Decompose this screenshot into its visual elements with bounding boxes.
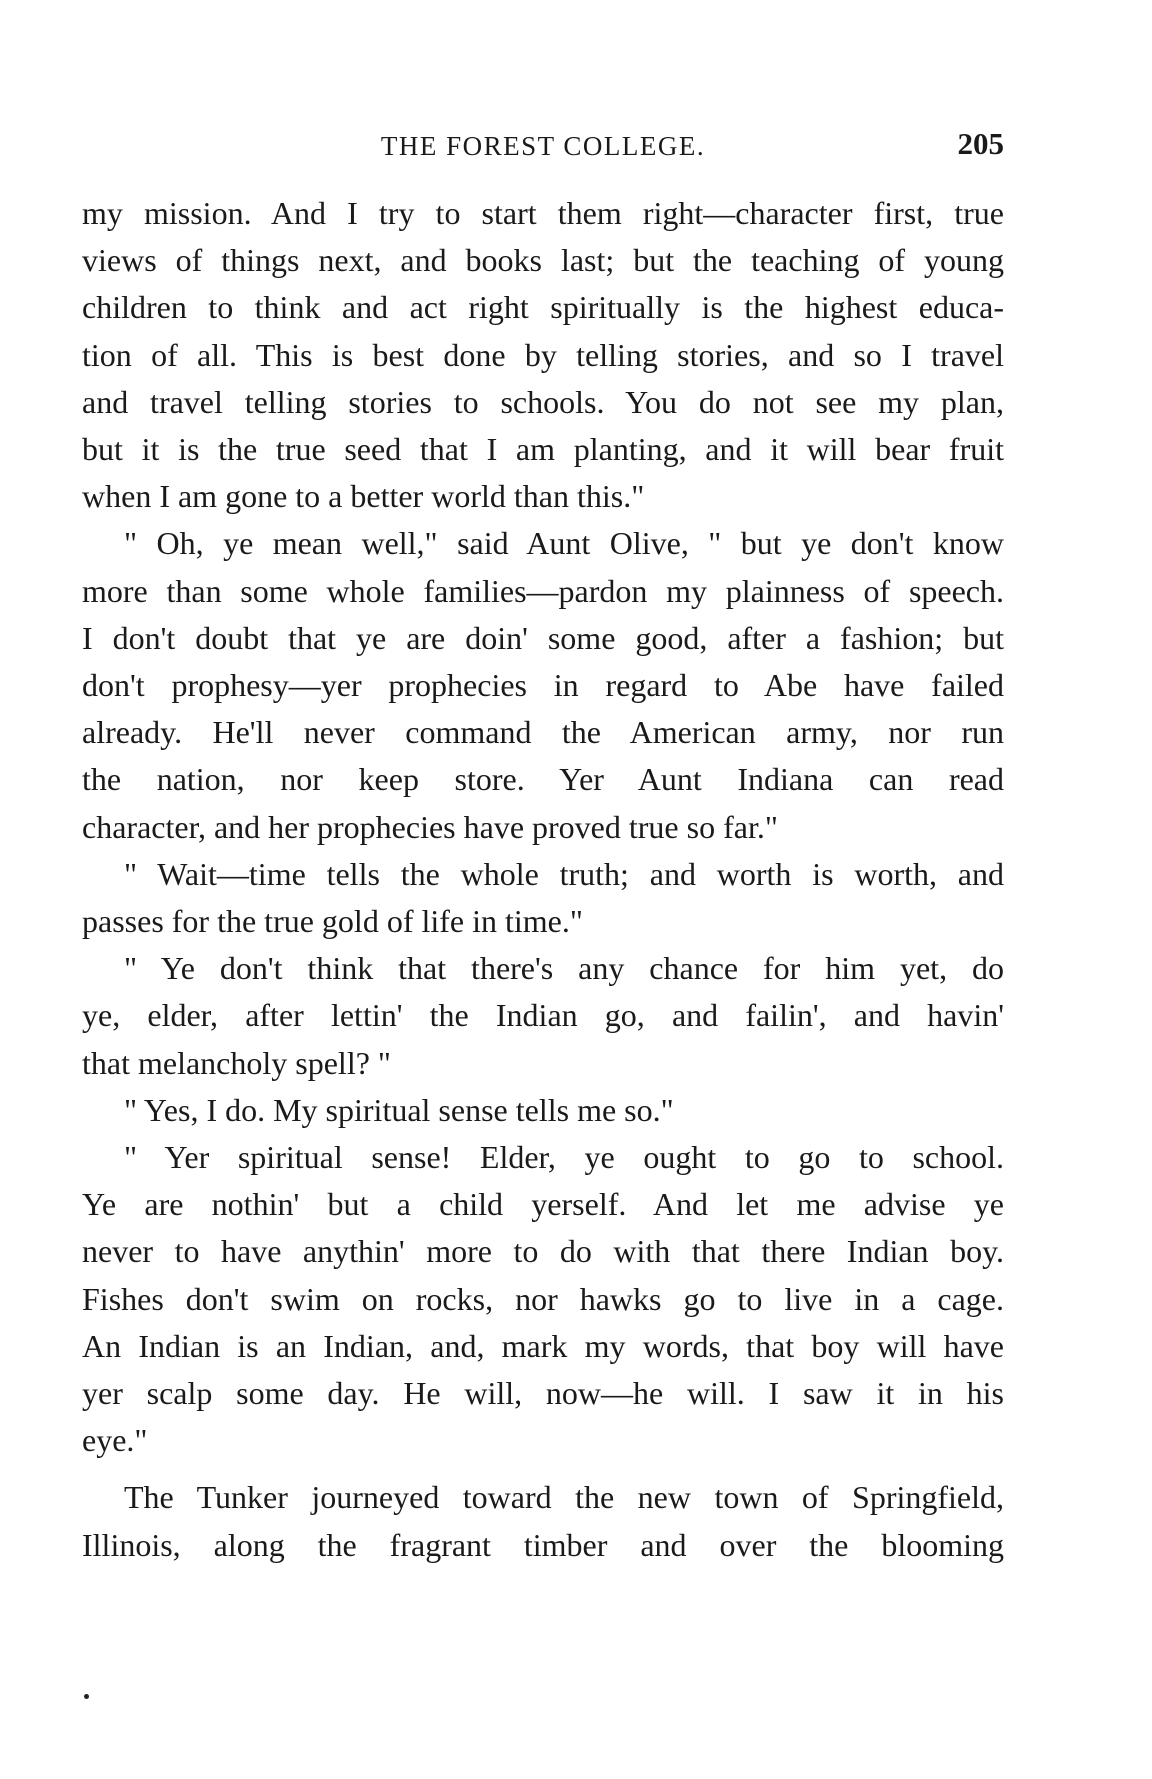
text-line: " Wait—time tells the whole truth; and worth is worth, and	[124, 855, 1004, 892]
text-line: more than some whole families—pardon my plainness of speech.	[82, 572, 1004, 609]
text-line: tion of all. This is best done by telling stories, and so I travel	[82, 336, 1004, 373]
paragraph-wait	[82, 851, 1004, 945]
text-line: I don't doubt that ye are doin' some good, after a fashion; but	[82, 619, 1004, 656]
text-line: " Yes, I do. My spiritual sense tells me so."	[124, 1091, 674, 1128]
text-line: already. He'll never command the American army, nor run	[82, 714, 1004, 751]
paragraph-chance	[82, 945, 1004, 1087]
text-line: " Yer spiritual sense! Elder, ye ought to go to school.	[124, 1139, 1004, 1176]
text-line: ye, elder, after lettin' the Indian go, and failin', and havin'	[82, 997, 1004, 1034]
running-title: THE FOREST COLLEGE.	[380, 131, 706, 161]
text-line: never to have anythin' more to do with that there Indian boy.	[82, 1233, 1004, 1270]
paragraph-aunt-olive	[82, 520, 1004, 850]
text-line: passes for the true gold of life in time."	[82, 903, 583, 940]
body-text	[82, 190, 1004, 1569]
text-line: The Tunker journeyed toward the new town of Springfield,	[124, 1479, 1004, 1516]
text-line: the nation, nor keep store. Yer Aunt Indiana can read	[82, 761, 1004, 798]
text-line: children to think and act right spiritually is the highest educa-	[82, 289, 1004, 326]
text-line: yer scalp some day. He will, now—he will. I saw it in his	[82, 1375, 1004, 1412]
text-line: don't prophesy—yer prophecies in regard to Abe have failed	[82, 667, 1004, 704]
text-line: that melancholy spell? "	[82, 1044, 391, 1081]
text-line: Fishes don't swim on rocks, nor hawks go to live in a cage.	[82, 1280, 1004, 1317]
page-number: 205	[957, 126, 1004, 161]
text-line: but it is the true seed that I am planting, and it will bear fruit	[82, 431, 1004, 468]
text-line: eye."	[82, 1422, 148, 1459]
text-line: my mission. And I try to start them right—character first, true	[82, 195, 1004, 231]
text-line: " Oh, ye mean well," said Aunt Olive, " but ye don't know	[124, 525, 1004, 562]
text-line: " Ye don't think that there's any chance for him yet, do	[124, 950, 1004, 987]
text-line: Illinois, along the fragrant timber and over the blooming	[82, 1526, 1004, 1563]
text-line: views of things next, and books last; but the teaching of young	[82, 242, 1004, 279]
paragraph-spiritual-sense	[82, 1134, 1004, 1464]
ink-speck	[84, 1694, 89, 1699]
paragraph-yes	[82, 1087, 1004, 1134]
text-line: character, and her prophecies have proved true so far."	[82, 808, 778, 845]
text-line: Ye are nothin' but a child yerself. And let me advise ye	[82, 1186, 1004, 1223]
paragraph-continuation	[82, 190, 1004, 520]
paragraph-tunker	[82, 1474, 1004, 1568]
running-head	[82, 126, 1004, 166]
text-line: when I am gone to a better world than this."	[82, 478, 645, 515]
text-line: and travel telling stories to schools. You do not see my plan,	[82, 383, 1004, 420]
text-line: An Indian is an Indian, and, mark my words, that boy will have	[82, 1327, 1004, 1364]
